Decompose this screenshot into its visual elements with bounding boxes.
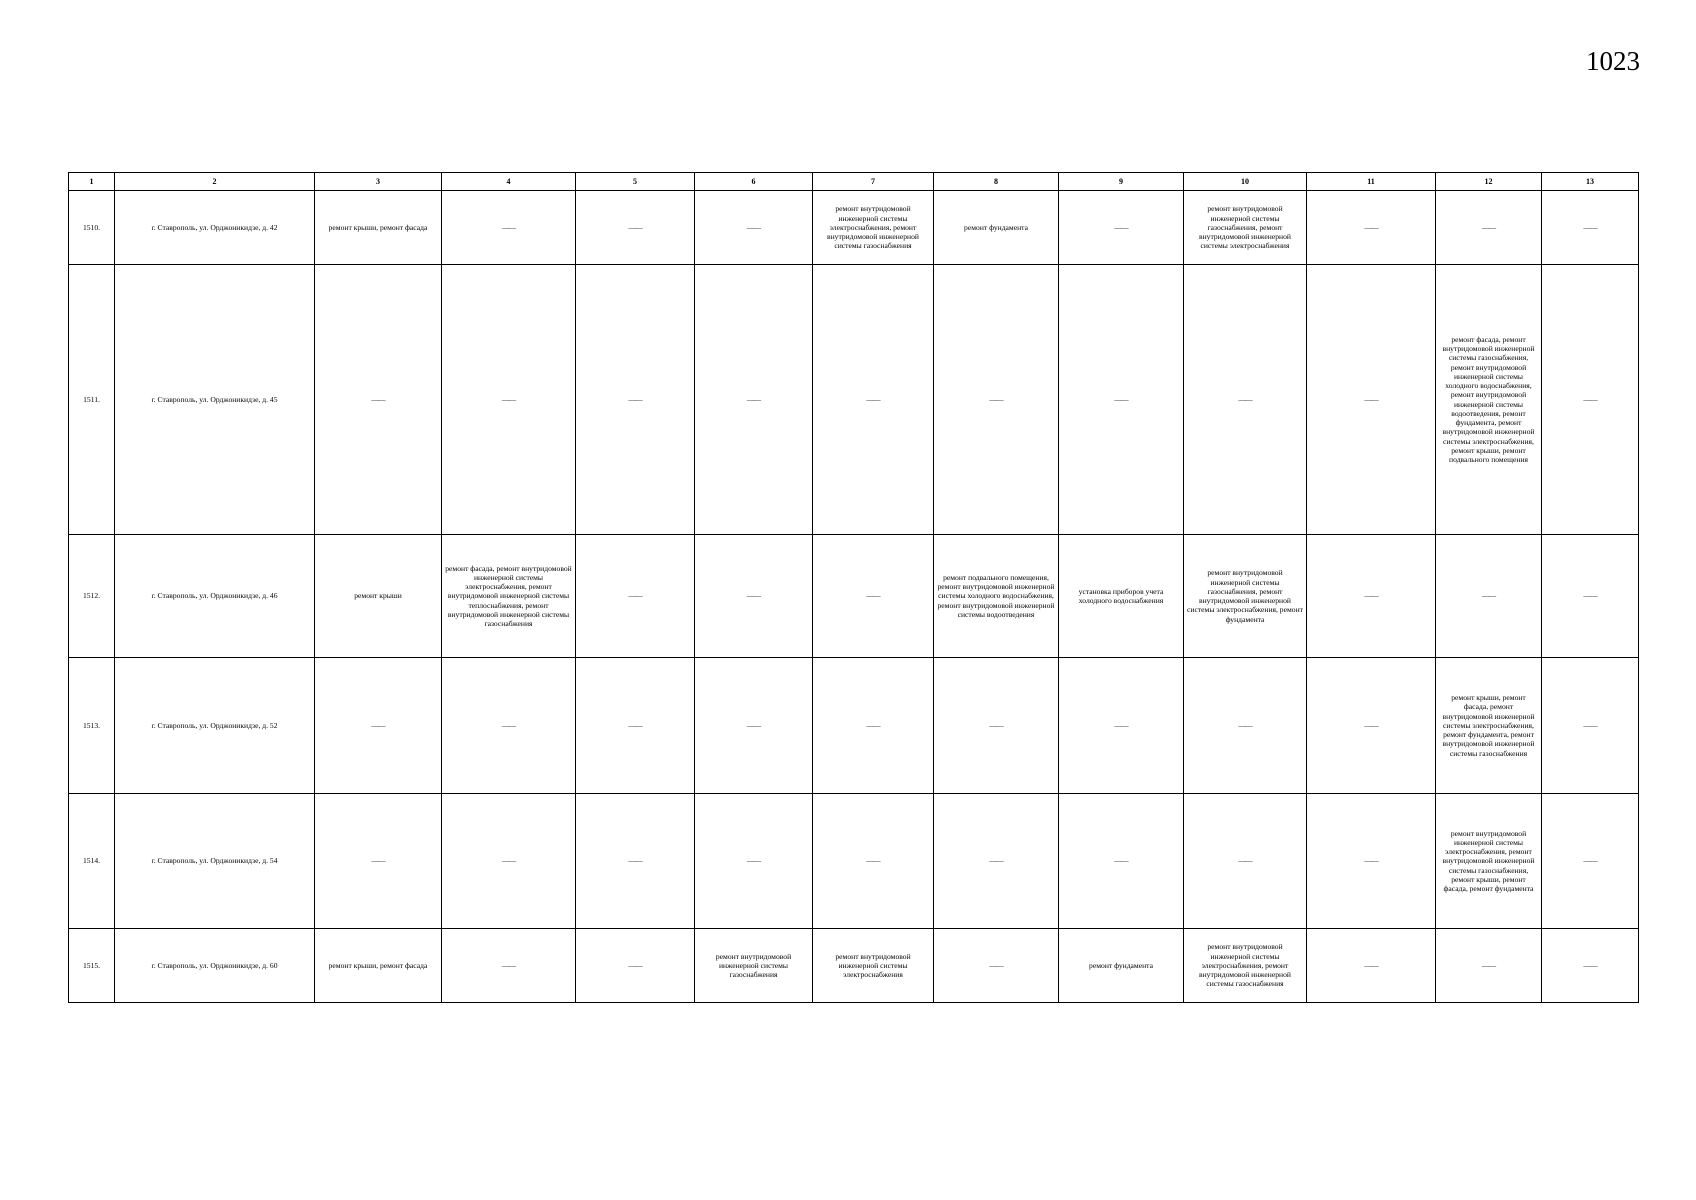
table-row — [69, 191, 1639, 265]
work-cell: ремонт крыши, ремонт фасада — [315, 191, 442, 265]
table-row — [69, 535, 1639, 658]
empty-dash-cell: —— — [1059, 191, 1184, 265]
column-number: 13 — [1542, 173, 1639, 191]
address-cell: г. Ставрополь, ул. Орджоникидзе, д. 42 — [115, 191, 315, 265]
work-cell: ремонт подвального помещения, ремонт внутридомовой инженерной системы холодного водоснабжения, ремонт внутридомовой инженерной системы водоотведения — [934, 535, 1059, 658]
column-number: 11 — [1307, 173, 1436, 191]
empty-dash-cell: —— — [315, 265, 442, 535]
empty-dash-cell: —— — [1184, 794, 1307, 929]
empty-dash-cell: —— — [1059, 794, 1184, 929]
empty-dash-cell: —— — [1059, 265, 1184, 535]
empty-dash-cell: —— — [934, 794, 1059, 929]
work-cell: установка приборов учета холодного водоснабжения — [1059, 535, 1184, 658]
address-cell: г. Ставрополь, ул. Орджоникидзе, д. 60 — [115, 929, 315, 1003]
empty-dash-cell: —— — [576, 658, 695, 794]
empty-dash-cell: —— — [1542, 191, 1639, 265]
empty-dash-cell: —— — [576, 535, 695, 658]
empty-dash-cell: —— — [1184, 265, 1307, 535]
empty-dash-cell: —— — [1542, 265, 1639, 535]
row-number-cell: 1510. — [69, 191, 115, 265]
table-row — [69, 265, 1639, 535]
empty-dash-cell: —— — [576, 265, 695, 535]
empty-dash-cell: —— — [1307, 658, 1436, 794]
empty-dash-cell: —— — [1307, 535, 1436, 658]
empty-dash-cell: —— — [695, 794, 813, 929]
empty-dash-cell: —— — [695, 535, 813, 658]
row-number-cell: 1512. — [69, 535, 115, 658]
empty-dash-cell: —— — [695, 265, 813, 535]
row-number-cell: 1515. — [69, 929, 115, 1003]
empty-dash-cell: —— — [813, 535, 934, 658]
work-cell: ремонт фундамента — [934, 191, 1059, 265]
column-number: 9 — [1059, 173, 1184, 191]
empty-dash-cell: —— — [1307, 265, 1436, 535]
work-cell: ремонт внутридомовой инженерной системы электроснабжения, ремонт внутридомовой инженерной системы газоснабжения — [813, 191, 934, 265]
work-cell: ремонт внутридомовой инженерной системы электроснабжения, ремонт внутридомовой инженерной системы газоснабжения — [1184, 929, 1307, 1003]
empty-dash-cell: —— — [442, 658, 576, 794]
row-number-cell: 1513. — [69, 658, 115, 794]
column-number: 4 — [442, 173, 576, 191]
work-cell: ремонт внутридомовой инженерной системы газоснабжения, ремонт внутридомовой инженерной системы электроснабжения, ремонт фундамента — [1184, 535, 1307, 658]
column-number: 7 — [813, 173, 934, 191]
empty-dash-cell: —— — [1307, 794, 1436, 929]
page-number: 1023 — [1586, 46, 1640, 76]
address-cell: г. Ставрополь, ул. Орджоникидзе, д. 46 — [115, 535, 315, 658]
table-row — [69, 929, 1639, 1003]
empty-dash-cell: —— — [813, 794, 934, 929]
work-cell: ремонт фасада, ремонт внутридомовой инженерной системы электроснабжения, ремонт внутридомовой инженерной системы теплоснабжения, ремонт внутридомовой инженерной системы газоснабжения — [442, 535, 576, 658]
column-number: 8 — [934, 173, 1059, 191]
empty-dash-cell: —— — [576, 794, 695, 929]
empty-dash-cell: —— — [695, 191, 813, 265]
empty-dash-cell: —— — [1307, 191, 1436, 265]
empty-dash-cell: —— — [1059, 658, 1184, 794]
column-number: 12 — [1436, 173, 1542, 191]
empty-dash-cell: —— — [1436, 535, 1542, 658]
address-cell: г. Ставрополь, ул. Орджоникидзе, д. 52 — [115, 658, 315, 794]
empty-dash-cell: —— — [315, 794, 442, 929]
empty-dash-cell: —— — [695, 658, 813, 794]
empty-dash-cell: —— — [576, 929, 695, 1003]
work-cell: ремонт фасада, ремонт внутридомовой инженерной системы газоснабжения, ремонт внутридомовой инженерной системы холодного водоснабжения, ремонт внутридомовой инженерной системы водоотведения, ремонт фундамента, ремонт внутридомовой инженерной системы электроснабжения, ремонт крыши, ремонт подвального помещения — [1436, 265, 1542, 535]
column-number: 6 — [695, 173, 813, 191]
table-row — [69, 658, 1639, 794]
address-cell: г. Ставрополь, ул. Орджоникидзе, д. 54 — [115, 794, 315, 929]
work-cell: ремонт внутридомовой инженерной системы электроснабжения, ремонт внутридомовой инженерной системы газоснабжения, ремонт крыши, ремонт фасада, ремонт фундамента — [1436, 794, 1542, 929]
work-cell: ремонт внутридомовой инженерной системы электроснабжения — [813, 929, 934, 1003]
empty-dash-cell: —— — [1542, 794, 1639, 929]
row-number-cell: 1511. — [69, 265, 115, 535]
empty-dash-cell: —— — [442, 929, 576, 1003]
work-cell: ремонт фундамента — [1059, 929, 1184, 1003]
address-cell: г. Ставрополь, ул. Орджоникидзе, д. 45 — [115, 265, 315, 535]
empty-dash-cell: —— — [934, 658, 1059, 794]
work-cell: ремонт внутридомовой инженерной системы газоснабжения — [695, 929, 813, 1003]
empty-dash-cell: —— — [1436, 929, 1542, 1003]
column-number: 5 — [576, 173, 695, 191]
empty-dash-cell: —— — [442, 794, 576, 929]
empty-dash-cell: —— — [576, 191, 695, 265]
repair-schedule-table — [68, 172, 1639, 1003]
empty-dash-cell: —— — [1436, 191, 1542, 265]
work-cell: ремонт крыши — [315, 535, 442, 658]
table-row — [69, 794, 1639, 929]
empty-dash-cell: —— — [934, 265, 1059, 535]
empty-dash-cell: —— — [315, 658, 442, 794]
empty-dash-cell: —— — [934, 929, 1059, 1003]
empty-dash-cell: —— — [1542, 535, 1639, 658]
empty-dash-cell: —— — [442, 191, 576, 265]
column-number: 10 — [1184, 173, 1307, 191]
column-number: 2 — [115, 173, 315, 191]
empty-dash-cell: —— — [442, 265, 576, 535]
empty-dash-cell: —— — [813, 658, 934, 794]
empty-dash-cell: —— — [1542, 658, 1639, 794]
empty-dash-cell: —— — [813, 265, 934, 535]
work-cell: ремонт внутридомовой инженерной системы газоснабжения, ремонт внутридомовой инженерной системы электроснабжения — [1184, 191, 1307, 265]
work-cell: ремонт крыши, ремонт фасада, ремонт внутридомовой инженерной системы электроснабжения, ремонт фундамента, ремонт внутридомовой инженерной системы газоснабжения — [1436, 658, 1542, 794]
column-number: 3 — [315, 173, 442, 191]
table-body — [69, 191, 1639, 1003]
column-number: 1 — [69, 173, 115, 191]
work-cell: ремонт крыши, ремонт фасада — [315, 929, 442, 1003]
empty-dash-cell: —— — [1184, 658, 1307, 794]
empty-dash-cell: —— — [1542, 929, 1639, 1003]
empty-dash-cell: —— — [1307, 929, 1436, 1003]
column-number-row — [69, 173, 1639, 191]
row-number-cell: 1514. — [69, 794, 115, 929]
